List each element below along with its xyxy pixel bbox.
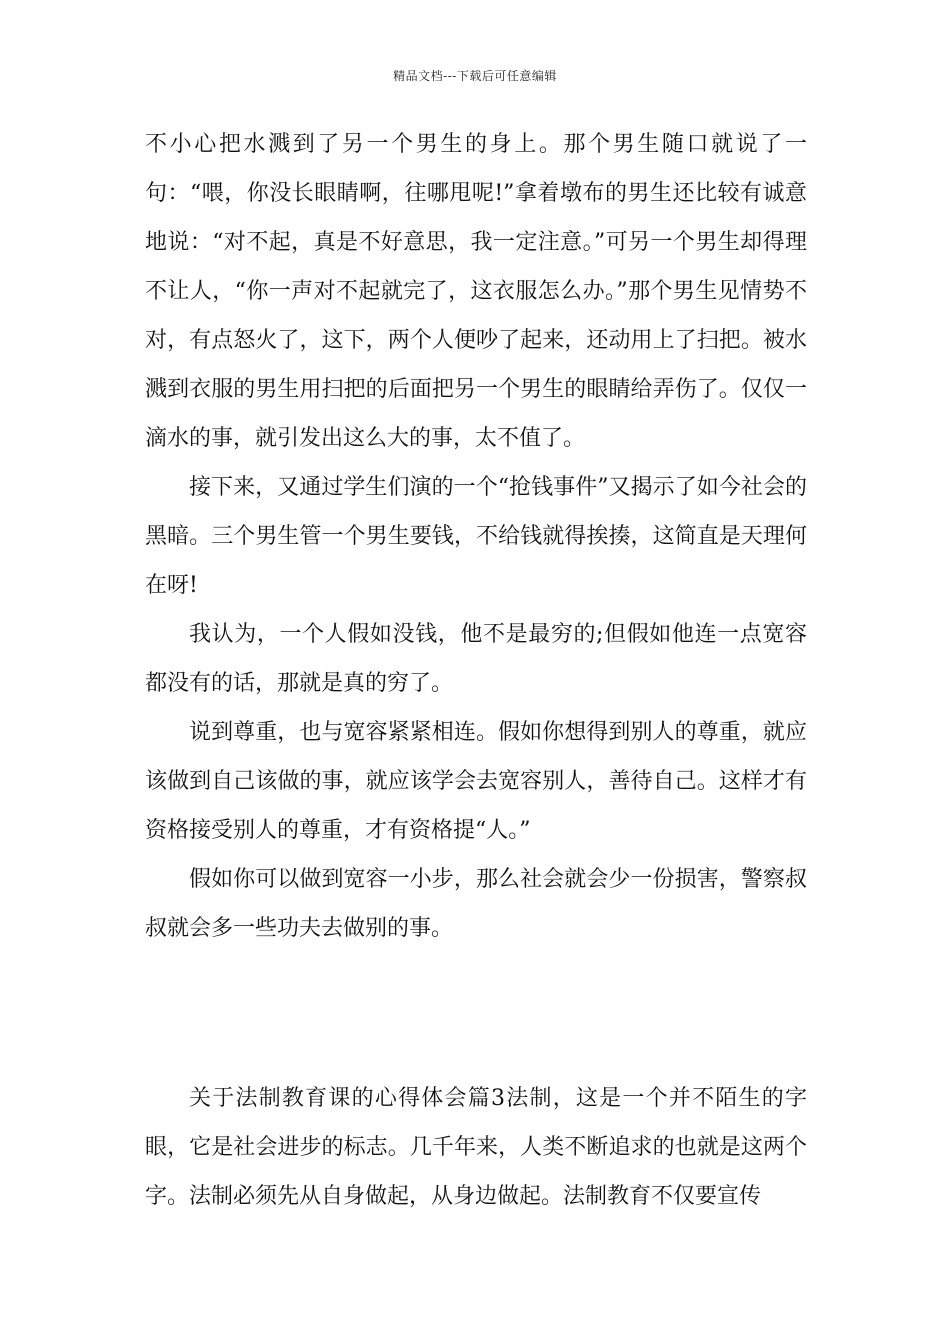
paragraph-continued: 不小心把水溅到了另一个男生的身上。那个男生随口就说了一句：“喂，你没长眼睛啊，往哪甩呢!”拿着墩布的男生还比较有诚意地说：“对不起，真是不好意思，我一定注意。”可另一个男生却得理不让人，“你一声对不起就完了，这衣服怎么办。”那个男生见情势不对，有点怒火了，这下，两个人便吵了起来，还动用上了扫把。被水溅到衣服的男生用扫把的后面把另一个男生的眼睛给弄伤了。仅仅一滴水的事，就引发出这么大的事，太不值了。 — [145, 132, 807, 451]
page-header: 精品文档---下载后可任意编辑 — [393, 69, 557, 83]
paragraph-step-of-tolerance: 假如你可以做到宽容一小步，那么社会就会少一份损害，警察叔叔就会多一些功夫去做别的事。 — [145, 867, 807, 941]
paragraph-legal-education: 关于法制教育课的心得体会篇3法制，这是一个并不陌生的字眼，它是社会进步的标志。几千年来，人类不断追求的也就是这两个字。法制必须先从自身做起，从身边做起。法制教育不仅要宣传 — [145, 1086, 807, 1209]
body-text-lower — [145, 1074, 807, 1221]
paragraph-respect: 说到尊重，也与宽容紧紧相连。假如你想得到别人的尊重，就应该做到自己该做的事，就应该学会去宽容别人，善待自己。这样才有资格接受别人的尊重，才有资格提“人。” — [145, 720, 807, 843]
paragraph-robbery-event: 接下来，又通过学生们演的一个“抢钱事件”又揭示了如今社会的黑暗。三个男生管一个男生要钱，不给钱就得挨揍，这简直是天理何在呀! — [145, 475, 807, 598]
paragraph-poverty-tolerance: 我认为，一个人假如没钱，他不是最穷的;但假如他连一点宽容都没有的话，那就是真的穷了。 — [145, 622, 807, 696]
body-text-upper — [145, 120, 807, 953]
